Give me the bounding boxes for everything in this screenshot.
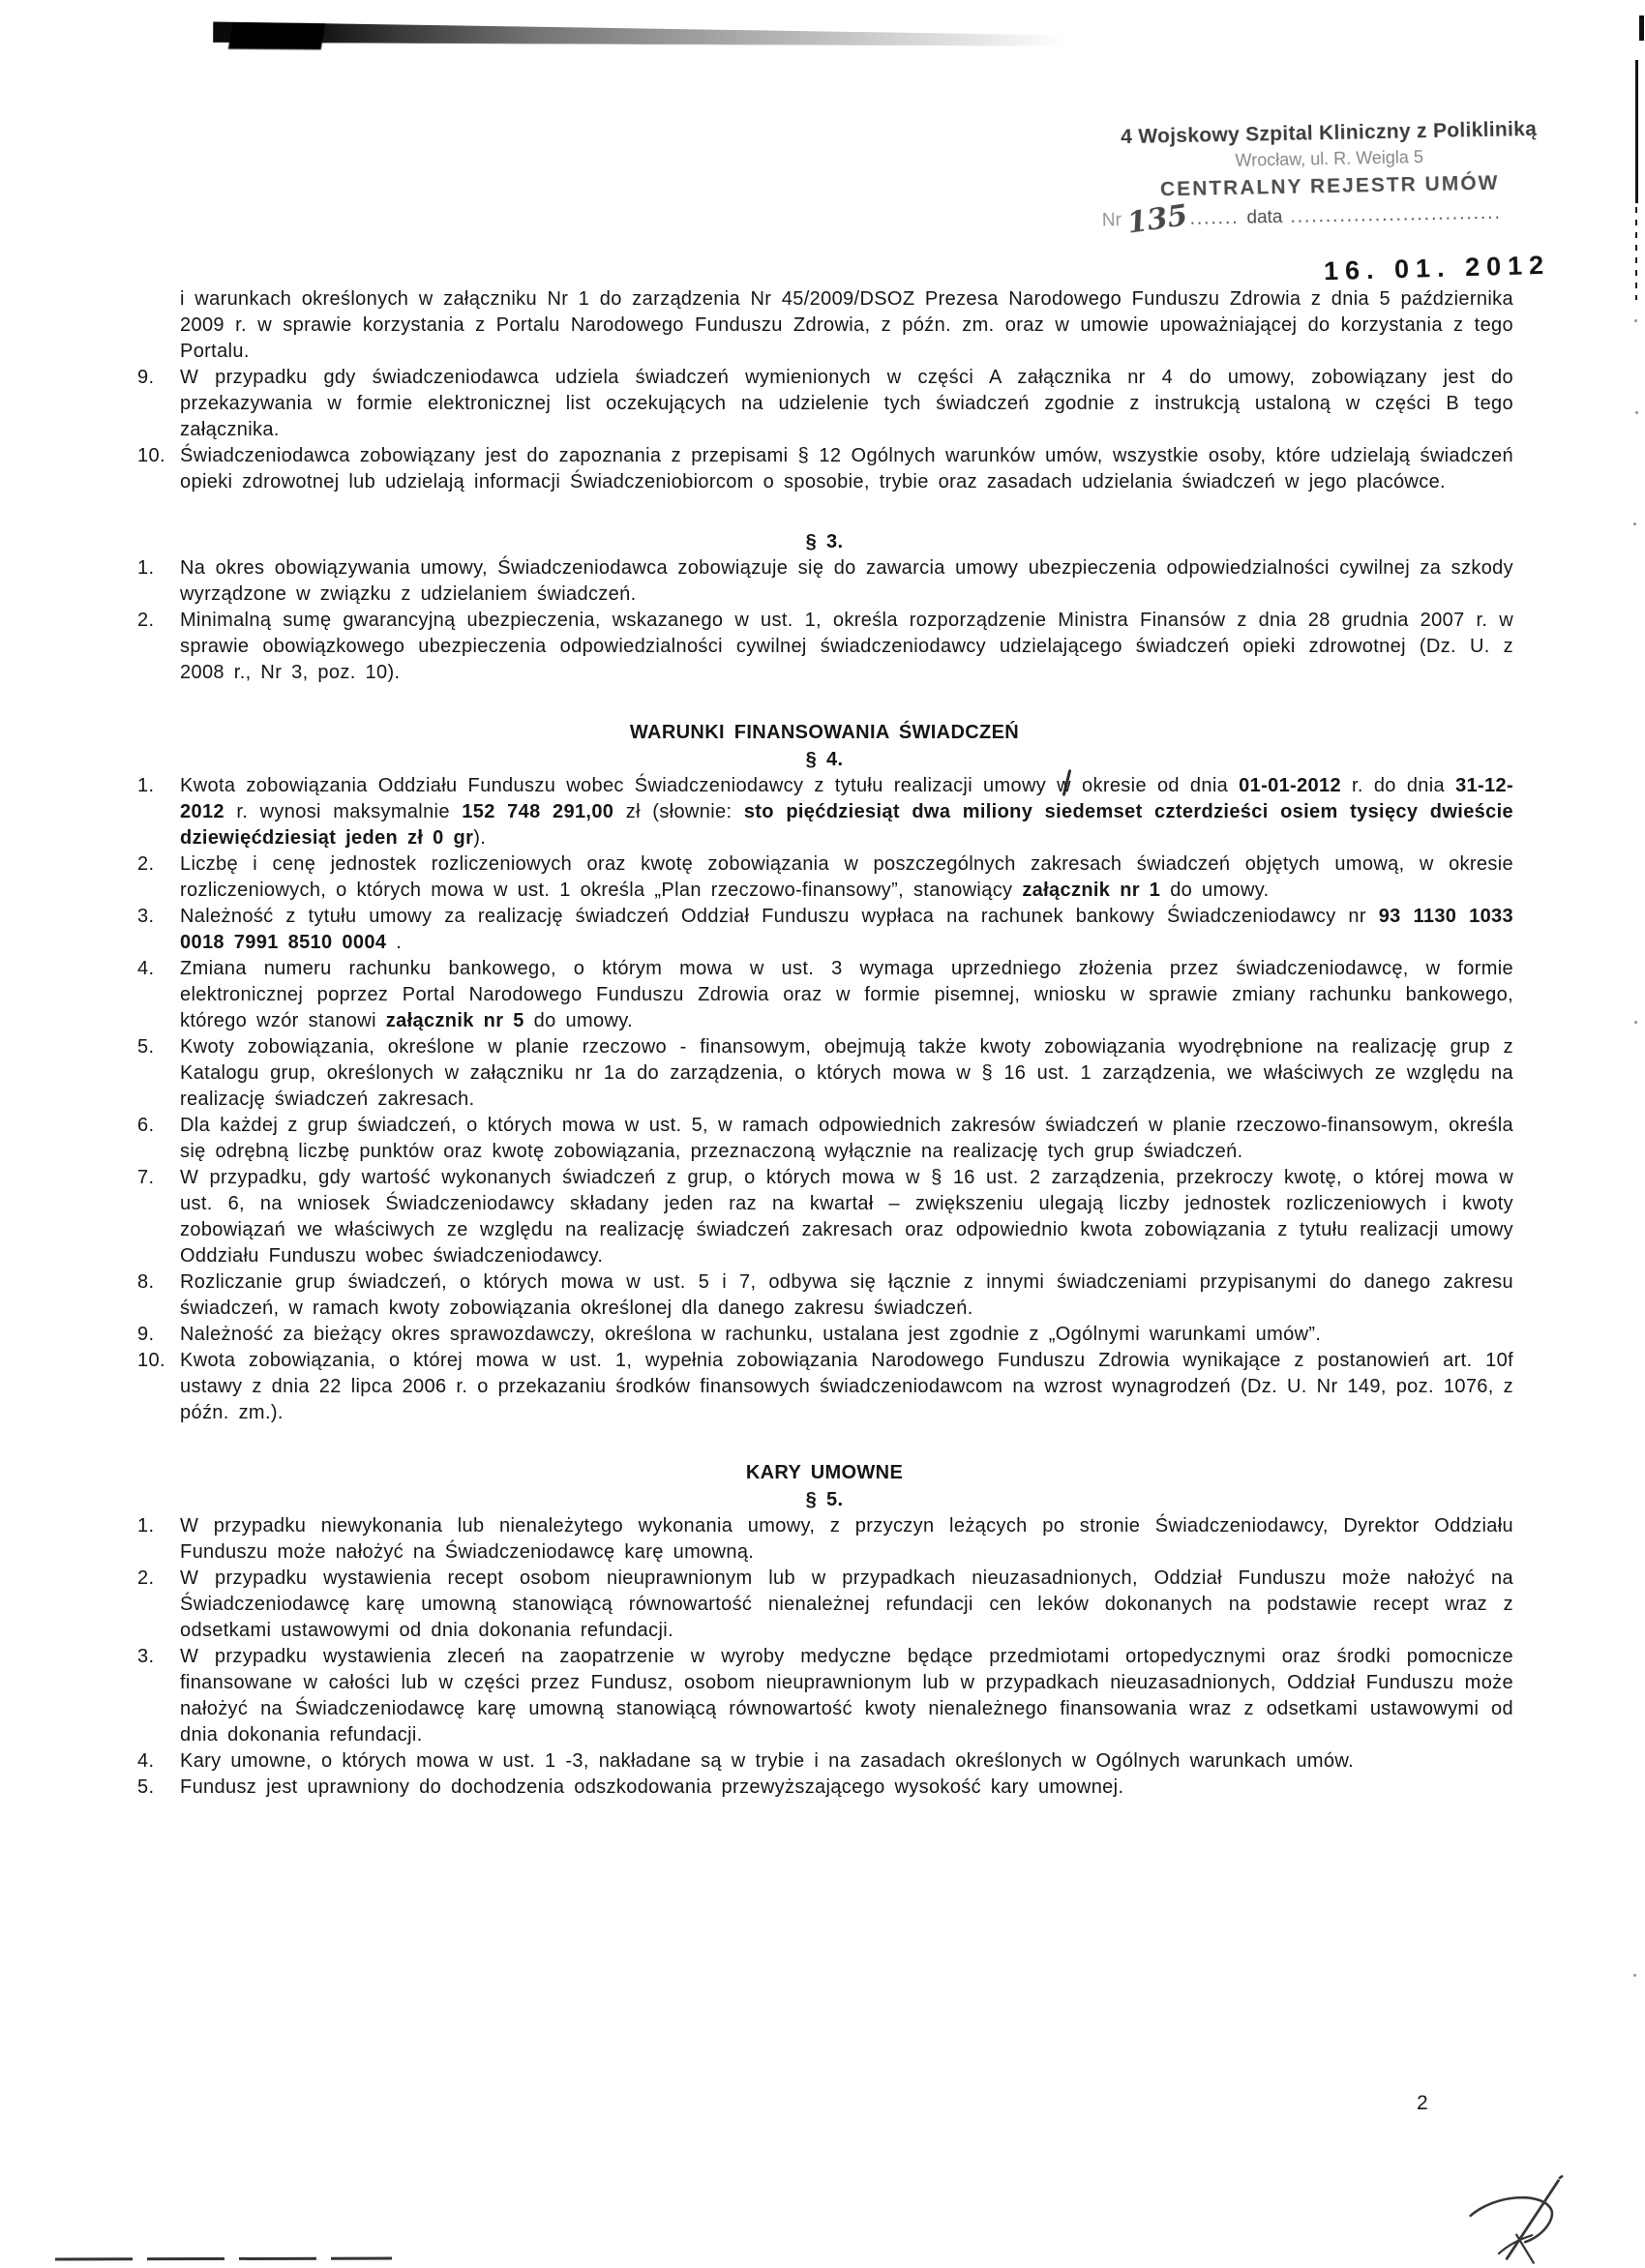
list-item (135, 904, 1513, 956)
list-item (135, 1775, 1513, 1801)
scan-artifact-edge-line (1635, 60, 1638, 203)
item-text: Kwota zobowiązania Oddziału Funduszu wobec Świadczeniodawcy z tytułu realizacji umowy w okresie od dnia 01-01-2012 r. do dnia 31-12-2012 r. wynosi maksymalnie 152 748 291,00 zł (słownie: sto pięćdziesiąt dwa miliony siedemset czterdzieści osiem tysięcy dwieście dziewięćdziesiąt jeden zł 0 gr). (180, 775, 1513, 849)
item-number: 3. (137, 906, 155, 927)
item-text: W przypadku wystawienia zleceń na zaopatrzenie w wyroby medyczne będące przedmiotami ortopedycznymi oraz środki pomocnicze finansowane w całości lub w części przez Fundusz, osobom nieuprawnionym lub w przypadkach nieuzasadnionych, Oddział Funduszu może nałożyć na Świadczeniodawcę karę umowną stanowiącą równowartość kwoty nienależnego finansowania wraz z odsetkami ustawowymi od dnia dokonania refundacji. (180, 1646, 1513, 1746)
section-title: WARUNKI FINANSOWANIA ŚWIADCZEŃ (629, 722, 1020, 743)
item-text: Minimalną sumę gwarancyjną ubezpieczenia, wskazanego w ust. 1, określa rozporządzenie Ministra Finansów z dnia 28 grudnia 2007 r. w sprawie obowiązkowego ubezpieczenia odpowiedzialności cywilnej świadczeniodawcy udzielającego świadczeń opieki zdrowotnej (Dz. U. z 2008 r., Nr 3, poz. 10). (180, 610, 1513, 683)
paragraph (135, 286, 1513, 365)
item-number: 2. (137, 853, 155, 875)
item-text: Fundusz jest uprawniony do dochodzenia odszkodowania przewyższającego wysokość kary umownej. (180, 1776, 1124, 1798)
signature-scribble (1452, 2161, 1588, 2268)
list-item (135, 851, 1513, 904)
item-number: 1. (137, 775, 155, 796)
contract-body (135, 286, 1513, 1801)
scan-speck (1633, 1974, 1636, 1977)
list-item (135, 1113, 1513, 1165)
item-text: Należność za bieżący okres sprawozdawczy, określona w rachunku, ustalana jest zgodnie z „Ogólnymi warunkami umów”. (180, 1324, 1322, 1345)
item-text: Na okres obowiązywania umowy, Świadczeniodawca zobowiązuje się do zawarcia umowy ubezpieczenia odpowiedzialności cywilnej za szkody wyrządzone w związku z udzielaniem świadczeń. (180, 557, 1513, 605)
item-text: Liczbę i cenę jednostek rozliczeniowych oraz kwotę zobowiązania w poszczególnych zakresach świadczeń objętych umową, w okresie rozliczeniowych, o których mowa w ust. 1 określa „Plan rzeczowo-finansowy”, stanowiący załącznik nr 1 do umowy. (180, 853, 1513, 901)
section-title: KARY UMOWNE (745, 1462, 904, 1483)
list-item (135, 608, 1513, 686)
registry-stamp (1091, 117, 1569, 241)
scan-speck (1634, 319, 1637, 322)
stamp-number-row (1092, 198, 1569, 241)
scan-artifact-edge-dashes (1635, 207, 1637, 300)
item-number: 4. (137, 1750, 155, 1772)
item-text: Świadczeniodawca zobowiązany jest do zapoznania z przepisami § 12 Ogólnych warunków umów, wszystkie osoby, które udzielają świadczeń opieki zdrowotnej lub udzielają informacji Świadczeniobiorcom o sposobie, trybie oraz zasadach udzielania świadczeń w jego placówce. (180, 445, 1513, 492)
item-number (135, 286, 180, 365)
item-number: 1. (137, 557, 155, 579)
item-text: Zmiana numeru rachunku bankowego, o którym mowa w ust. 3 wymaga uprzedniego złożenia przez świadczeniodawcę, w formie elektronicznej poprzez Portal Narodowego Funduszu Zdrowia oraz w formie pisemnej, wniosku w sprawie zmiany rachunku bankowego, którego wzór stanowi załącznik nr 5 do umowy. (180, 958, 1513, 1031)
item-number: 2. (137, 1567, 155, 1589)
item-text: Kary umowne, o których mowa w ust. 1 -3, nakładane są w trybie i na zasadach określonych w Ogólnych warunkach umów. (180, 1750, 1354, 1772)
handwritten-register-number: 135 (1124, 198, 1190, 241)
item-number: 10. (137, 1350, 165, 1371)
list-item (135, 773, 1513, 851)
date-stamp: 16. 01. 2012 (1323, 250, 1551, 286)
list-item (135, 1322, 1513, 1348)
stamp-registry-title: CENTRALNY REJESTR UMÓW (1159, 171, 1500, 201)
item-number: 5. (137, 1776, 155, 1798)
item-text: Kwota zobowiązania, o której mowa w ust. 1, wypełnia zobowiązania Narodowego Funduszu Zdrowia wynikające z postanowień art. 10f ustawy z dnia 22 lipca 2006 r. o przekazaniu środków finansowych świadczeniodawcom na wzrost wynagrodzeń (Dz. U. Nr 149, poz. 1076, z późn. zm.). (180, 1350, 1513, 1423)
list-item (135, 365, 1513, 443)
paragraph-sign: § 5. (805, 1489, 844, 1510)
item-number: 7. (137, 1167, 155, 1188)
item-number: 9. (137, 367, 155, 388)
item-number: 10. (137, 445, 165, 466)
paragraph-sign: § 3. (805, 531, 844, 552)
scan-speck (1634, 1021, 1637, 1024)
item-number: 8. (137, 1271, 155, 1293)
list-item (135, 1269, 1513, 1322)
list-item (135, 1165, 1513, 1269)
paragraph-sign: § 4. (805, 749, 844, 770)
item-text: Rozliczanie grup świadczeń, o których mowa w ust. 5 i 7, odbywa się łącznie z innymi świadczeniami przypisanymi do danego zakresu świadczeń, w ramach kwoty zobowiązania określonej dla danego zakresu świadczeń. (180, 1271, 1513, 1319)
item-text: Dla każdej z grup świadczeń, o których mowa w ust. 5, w ramach odpowiednich zakresów świadczeń w planie rzeczowo-finansowym, określa się odrębną liczbę punktów oraz kwotę zobowiązania, przeznaczoną wyłącznie na realizację tych grup świadczeń. (180, 1115, 1513, 1162)
list-item (135, 1348, 1513, 1426)
dotted-line: ....... (1189, 207, 1240, 229)
dotted-line: .............................. (1290, 202, 1502, 227)
scan-speck (1635, 411, 1638, 414)
page-number: 2 (1417, 2092, 1428, 2114)
scan-artifact-top-bar (213, 19, 1064, 46)
item-text: i warunkach określonych w załączniku Nr 1 do zarządzenia Nr 45/2009/DSOZ Prezesa Narodowego Funduszu Zdrowia z dnia 5 października 2009 r. w sprawie korzystania z Portalu Narodowego Funduszu Zdrowia, z późn. zm. oraz w umowie upoważniającej do korzystania z tego Portalu. (180, 288, 1513, 362)
item-number: 5. (137, 1036, 155, 1058)
scan-speck (1633, 522, 1636, 525)
scan-artifact-edge-mark (1639, 15, 1644, 41)
item-text: Należność z tytułu umowy za realizację świadczeń Oddział Funduszu wypłaca na rachunek bankowy Świadczeniodawcy nr 93 1130 1033 0018 7991 8510 0004 . (180, 906, 1513, 953)
stamp-nr-label: Nr (1101, 210, 1122, 231)
item-number: 3. (137, 1646, 155, 1667)
scan-artifact-blob (228, 23, 325, 50)
list-item (135, 443, 1513, 495)
stamp-date-label: data (1246, 206, 1283, 228)
list-item (135, 1566, 1513, 1644)
item-number: 6. (137, 1115, 155, 1136)
list-item (135, 1644, 1513, 1748)
list-item (135, 956, 1513, 1034)
item-number: 9. (137, 1324, 155, 1345)
list-item (135, 1513, 1513, 1566)
item-number: 2. (137, 610, 155, 631)
item-text: W przypadku, gdy wartość wykonanych świadczeń z grup, o których mowa w § 16 ust. 2 zarządzenia, przekroczy kwotę, o której mowa w ust. 6, na wniosek Świadczeniodawcy składany jeden raz na kwartał – zwiększeniu ulegają liczby jednostek rozliczeniowych i kwoty zobowiązań we właściwych ze względu na realizację świadczeń zakresach oraz odpowiednio kwota zobowiązania z tytułu realizacji umowy Oddziału Funduszu wobec świadczeniodawcy. (180, 1167, 1513, 1267)
stamp-hospital-name: 4 Wojskowy Szpital Kliniczny z Polikliniką (1120, 117, 1538, 149)
item-text: W przypadku gdy świadczeniodawca udziela świadczeń wymienionych w części A załącznika nr 4 do umowy, zobowiązany jest do przekazywania w formie elektronicznej list oczekujących na udzielenie tych świadczeń zgodnie z instrukcją ustaloną w części B tego załącznika. (180, 367, 1513, 440)
list-item (135, 1748, 1513, 1775)
item-text: W przypadku wystawienia recept osobom nieuprawnionym lub w przypadkach nieuzasadnionych, Oddział Funduszu może nałożyć na Świadczeniodawcę karę umowną stanowiącą równowartość nienależnej refundacji cen leków dokonanych na podstawie recept wraz z odsetkami ustawowymi od dnia dokonania refundacji. (180, 1567, 1513, 1641)
list-item (135, 1034, 1513, 1113)
scan-artifact-bottom-line (55, 2257, 392, 2261)
list-item (135, 555, 1513, 608)
item-number: 1. (137, 1515, 155, 1537)
stamp-address: Wrocław, ul. R. Weigla 5 (1235, 147, 1424, 170)
item-number: 4. (137, 958, 155, 979)
item-text: Kwoty zobowiązania, określone w planie rzeczowo - finansowym, obejmują także kwoty zobowiązania wyodrębnione na realizację grup z Katalogu grup, określonych w załączniku nr 1a do zarządzenia, o których mowa w § 16 ust. 1 zarządzenia, we właściwych ze względu na realizację świadczeń zakresach. (180, 1036, 1513, 1110)
item-text: W przypadku niewykonania lub nienależytego wykonania umowy, z przyczyn leżących po stronie Świadczeniodawcy, Dyrektor Oddziału Funduszu może nałożyć na Świadczeniodawcę karę umowną. (180, 1515, 1513, 1563)
